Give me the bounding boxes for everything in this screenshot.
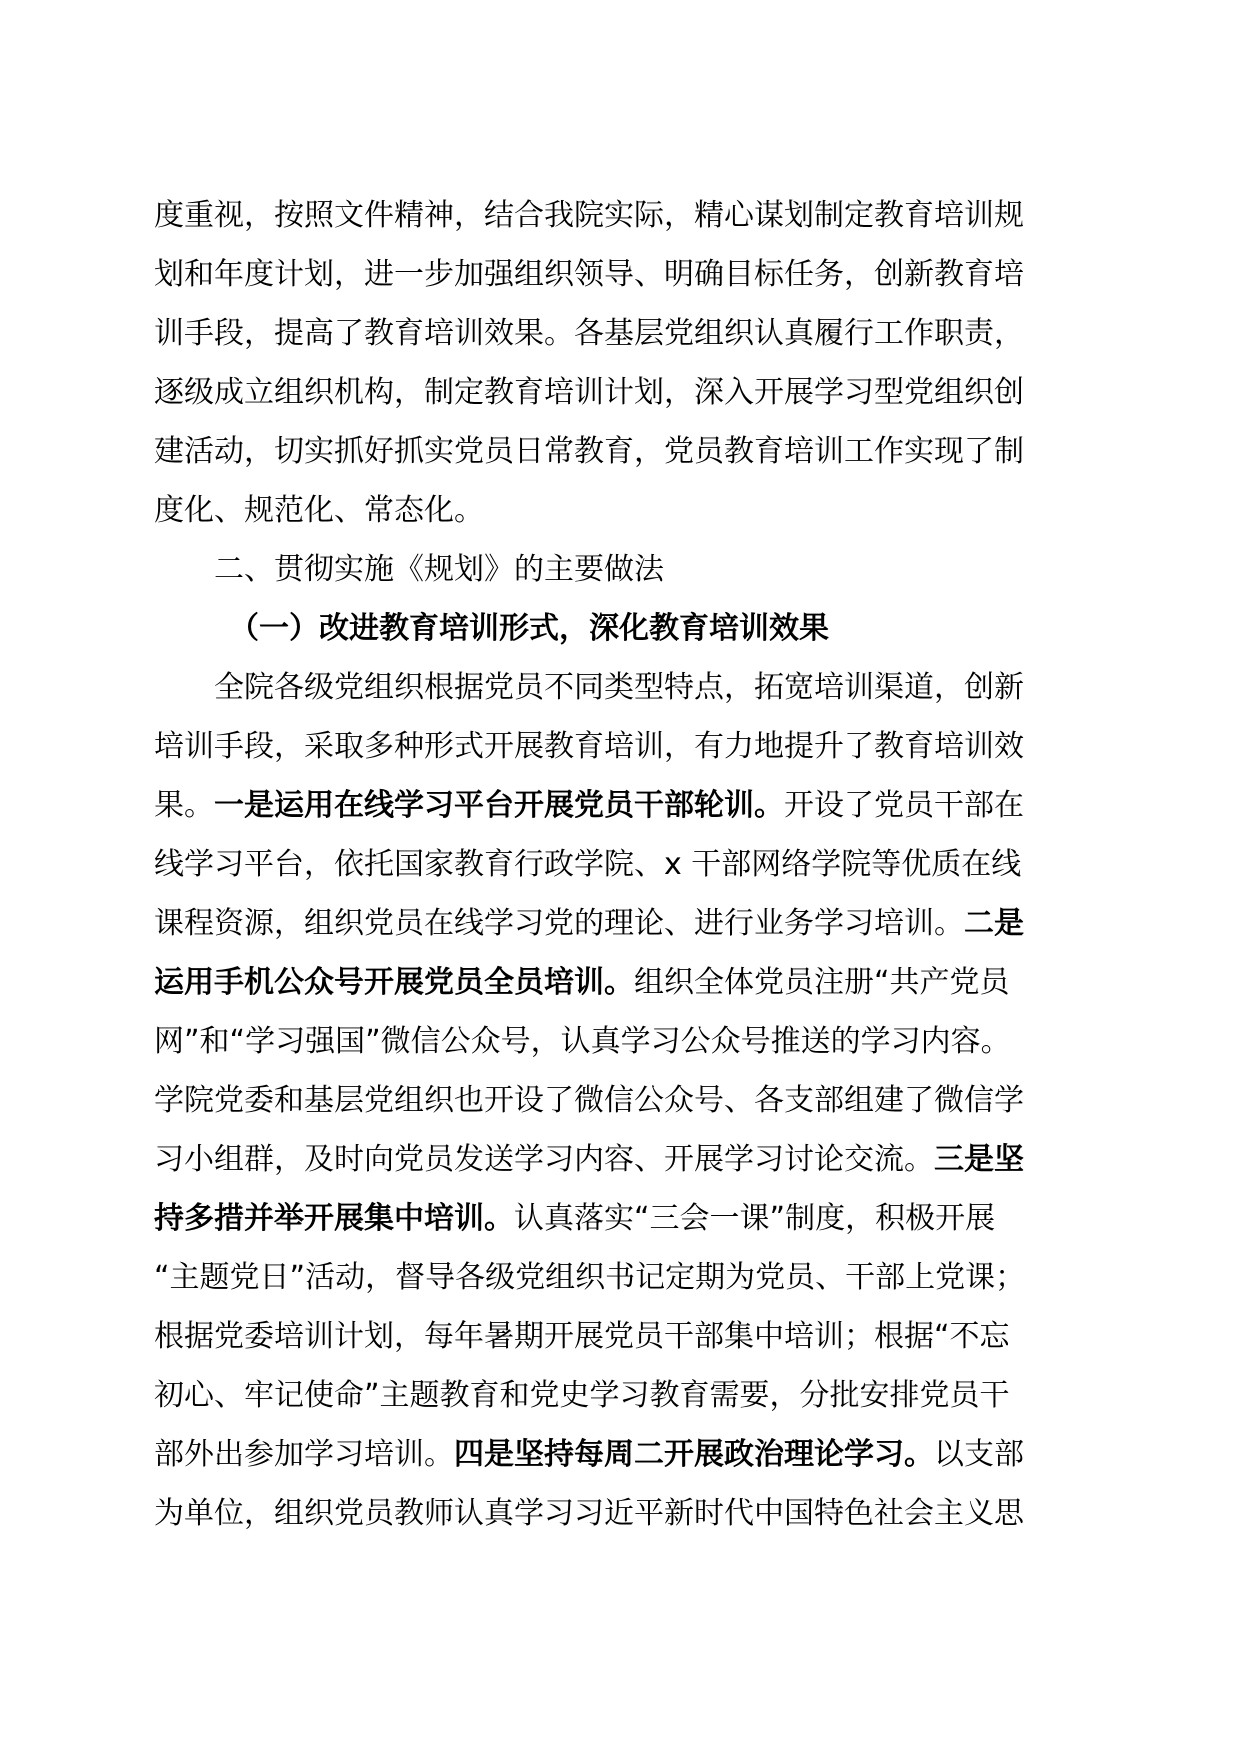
text-line [154,894,1074,953]
text-line [154,1248,1074,1307]
text-line [154,363,1074,422]
text-line [154,1484,1074,1543]
text-run: “主题党日”活动，督导各级党组织书记定期为党员、干部上党课； [154,1260,1026,1295]
text-line [154,245,1074,304]
text-line [154,1425,1074,1484]
text-run: 全院各级党组织根据党员不同类型特点，拓宽培训渠道，创新 [214,670,1024,705]
text-run: 习小组群，及时向党员发送学习内容、开展学习讨论交流。 [154,1142,934,1177]
text-line [154,1366,1074,1425]
text-line [154,1012,1074,1071]
text-run: 建活动，切实抓好抓实党员日常教育，党员教育培训工作实现了制 [154,434,1024,469]
text-run: 部外出参加学习培训。 [154,1437,454,1472]
text-run: 逐级成立组织机构，制定教育培训计划，深入开展学习型党组织创 [154,375,1024,410]
text-run: 划和年度计划，进一步加强组织领导、明确目标任务，创新教育培 [154,257,1024,292]
bold-text-run: 一是运用在线学习平台开展党员干部轮训。 [214,788,784,823]
text-run: 开设了党员干部在 [784,788,1024,823]
text-run: 以支部 [934,1437,1024,1472]
text-line [154,717,1074,776]
text-run: 学院党委和基层党组织也开设了微信公众号、各支部组建了微信学 [154,1083,1024,1118]
text-run: 二、贯彻实施《规划》的主要做法 [214,552,664,587]
text-run: 根据党委培训计划，每年暑期开展党员干部集中培训；根据“不忘 [154,1319,1010,1354]
text-run: 培训手段，采取多种形式开展教育培训，有力地提升了教育培训效 [154,729,1024,764]
text-line [154,186,1074,245]
bold-text-run: 运用手机公众号开展党员全员培训。 [154,965,634,1000]
text-run: 课程资源，组织党员在线学习党的理论、进行业务学习培训。 [154,906,964,941]
text-run: 初心、牢记使命”主题教育和党史学习教育需要，分批安排党员干 [154,1378,1010,1413]
bold-text-run: 二是 [964,906,1024,941]
text-line [154,953,1074,1012]
text-run: 度重视，按照文件精神，结合我院实际，精心谋划制定教育培训规 [154,198,1024,233]
text-run: 果。 [154,788,214,823]
text-line [154,481,1074,540]
text-line [154,304,1074,363]
text-line [154,1130,1074,1189]
text-run: 组织全体党员注册“共产党员 [634,965,1010,1000]
text-run: （一）改进教育培训形式，深化教育培训效果 [229,611,829,646]
text-run: 线学习平台，依托国家教育行政学院、x 干部网络学院等优质在线 [154,847,1022,882]
section-heading [154,540,1074,599]
body-text [154,186,1074,1543]
text-line [154,422,1074,481]
text-run: 为单位，组织党员教师认真学习习近平新时代中国特色社会主义思 [154,1496,1024,1531]
text-run: 度化、规范化、常态化。 [154,493,484,528]
bold-text-run: 三是坚 [934,1142,1024,1177]
text-line [154,1189,1074,1248]
text-run: 网”和“学习强国”微信公众号，认真学习公众号推送的学习内容。 [154,1024,1011,1059]
text-line [154,835,1074,894]
subsection-heading [154,599,1074,658]
text-line [154,658,1074,717]
text-line [154,1307,1074,1366]
bold-text-run: 四是坚持每周二开展政治理论学习。 [454,1437,934,1472]
text-line [154,1071,1074,1130]
text-line [154,776,1074,835]
bold-text-run: 持多措并举开展集中培训。 [154,1201,514,1236]
text-run: 训手段，提高了教育培训效果。各基层党组织认真履行工作职责， [154,316,1024,351]
text-run: 认真落实“三会一课”制度，积极开展 [514,1201,996,1236]
